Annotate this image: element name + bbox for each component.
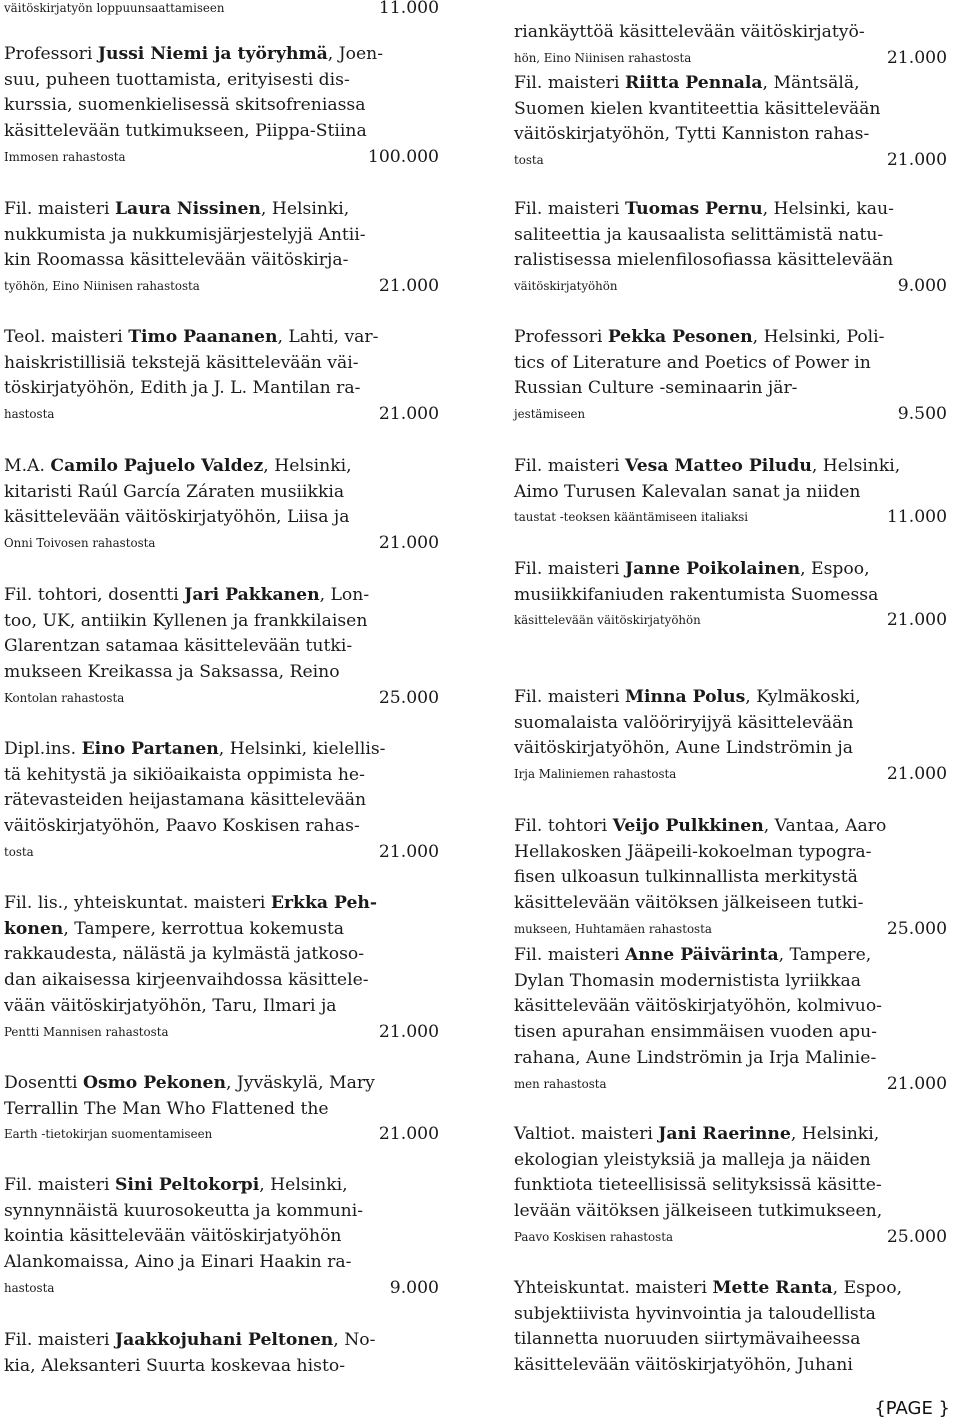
text-line: Dipl.ins. Eino Partanen, Helsinki, kielellis- <box>4 739 386 759</box>
page-number-placeholder: {PAGE } <box>874 1398 950 1419</box>
grantee-name: Sini Peltokorpi <box>114 1175 260 1195</box>
text-line: dan aikaisessa kirjeenvaihdossa käsittele- <box>4 970 369 991</box>
grant-entry <box>514 20 947 71</box>
grant-description <box>514 20 947 71</box>
grant-description <box>4 325 439 428</box>
grantee-name: Jani Raerinne <box>658 1124 791 1144</box>
grantee-name: Tuomas Pernu <box>624 199 763 219</box>
grantee-name: Riitta Pennala <box>624 73 763 93</box>
grant-amount: 9.000 <box>897 276 947 297</box>
grant-description <box>514 71 947 174</box>
text-line: Aimo Turusen Kalevalan sanat ja niiden <box>514 481 861 502</box>
text-line: Suomen kielen kvantiteettia käsittelevään <box>514 98 881 119</box>
grant-description <box>514 814 947 943</box>
text-line: käsittelevään tutkimukseen, Piippa-Stiina <box>4 121 367 142</box>
text-line: Pentti Mannisen rahastosta <box>4 1024 169 1039</box>
text-line: Kontolan rahastosta <box>4 690 125 705</box>
text-line: haiskristillisiä tekstejä käsittelevään väi- <box>4 352 359 373</box>
text-line: Fil. maisteri Minna Polus, Kylmäkoski, <box>514 687 861 707</box>
grant-description <box>514 1276 947 1379</box>
text-line: Fil. maisteri Tuomas Pernu, Helsinki, kau- <box>514 199 894 219</box>
text-line: mukseen, Huhtamäen rahastosta <box>514 921 712 936</box>
grantee-name: Osmo Pekonen <box>82 1073 226 1093</box>
grant-entry <box>4 1328 439 1379</box>
text-line: konen, Tampere, kerrottua kokemusta <box>4 918 345 939</box>
text-line: Professori Pekka Pesonen, Helsinki, Poli- <box>514 327 885 347</box>
grantee-name: konen <box>4 918 64 939</box>
text-line: käsittelevään väitöskirjatyöhön, Liisa ja <box>4 507 350 528</box>
text-line: Immosen rahastosta <box>4 149 126 164</box>
text-line: Russian Culture -seminaarin jär- <box>514 378 798 399</box>
grant-amount: 25.000 <box>378 687 439 708</box>
grant-description <box>4 1071 439 1148</box>
grant-entry <box>514 197 947 300</box>
grant-description <box>4 583 439 712</box>
text-line: kurssia, suomenkielisessä skitsofreniassa <box>4 95 366 116</box>
grant-entry <box>4 325 439 428</box>
text-line: riankäyttöä käsittelevään väitöskirjatyö- <box>514 22 865 42</box>
text-line: vään väitöskirjatyöhön, Taru, Ilmari ja <box>4 995 337 1016</box>
grant-description <box>4 1173 439 1302</box>
text-line: Yhteiskuntat. maisteri Mette Ranta, Espoo, <box>514 1278 903 1298</box>
grant-entry <box>514 1276 947 1379</box>
text-line: väitöskirjatyöhön, Tytti Kanniston rahas- <box>514 124 870 145</box>
text-line: kitaristi Raúl García Záraten musiikkia <box>4 481 345 502</box>
grantee-name: Eino Partanen <box>81 739 219 759</box>
text-line: too, UK, antiikin Kyllenen ja frankkilaisen <box>4 610 368 631</box>
text-line: Alankomaissa, Aino ja Einari Haakin ra- <box>4 1252 352 1273</box>
text-line: Paavo Koskisen rahastosta <box>514 1229 673 1244</box>
text-line: kin Roomassa käsittelevään väitöskirja- <box>4 250 349 271</box>
text-line: väitöskirjatyöhön <box>514 279 618 294</box>
grant-amount: 21.000 <box>886 150 947 171</box>
text-line: Fil. tohtori Veijo Pulkkinen, Vantaa, Aaro <box>514 816 887 836</box>
grantee-name: Jaakkojuhani Peltonen <box>114 1330 334 1350</box>
grant-description <box>4 891 439 1045</box>
grant-description <box>514 685 947 788</box>
grant-entry <box>514 943 947 1097</box>
text-line: Fil. maisteri Vesa Matteo Piludu, Helsinki, <box>514 456 901 476</box>
grantee-name: Mette Ranta <box>712 1278 833 1298</box>
grant-amount: 100.000 <box>367 146 439 167</box>
text-line: väitöskirjatyön loppuunsaattamiseen <box>4 1 225 15</box>
grant-amount: 21.000 <box>378 276 439 297</box>
text-line: Terrallin The Man Who Flattened the <box>4 1098 329 1119</box>
grantee-name: Pekka Pesonen <box>607 327 753 347</box>
text-line: subjektiivista hyvinvointia ja taloudellista <box>514 1303 876 1324</box>
grant-amount: 11.000 <box>378 0 439 18</box>
grant-entry <box>514 71 947 174</box>
text-line: käsittelevään väitöskirjatyöhön, Juhani <box>514 1355 853 1376</box>
text-line: ekologian yleistyksiä ja malleja ja näiden <box>514 1149 871 1170</box>
grant-amount: 21.000 <box>886 610 947 631</box>
grant-entry <box>4 737 439 866</box>
text-line: Teol. maisteri Timo Paananen, Lahti, var- <box>4 327 379 347</box>
grant-description <box>514 454 947 531</box>
text-line: saliteettia ja kausaalista selittämistä natu- <box>514 224 884 245</box>
text-line: Fil. maisteri Laura Nissinen, Helsinki, <box>4 199 350 219</box>
text-line: Dylan Thomasin modernistista lyriikkaa <box>514 970 862 991</box>
grantee-name: Timo Paananen <box>128 327 278 347</box>
grant-amount: 21.000 <box>378 841 439 862</box>
text-line: kointia käsittelevään väitöskirjatyöhön <box>4 1226 342 1247</box>
text-line: kia, Aleksanteri Suurta koskevaa histo- <box>4 1355 346 1376</box>
grant-amount: 21.000 <box>378 1021 439 1042</box>
grant-amount: 9.000 <box>389 1277 439 1298</box>
text-line: käsittelevään väitöksen jälkeiseen tutki- <box>514 893 864 914</box>
text-line: väitöskirjatyöhön, Paavo Koskisen rahas- <box>4 816 360 837</box>
grant-amount: 21.000 <box>886 47 947 68</box>
text-line: Fil. lis., yhteiskuntat. maisteri Erkka Peh- <box>4 893 378 913</box>
grant-amount: 25.000 <box>886 918 947 939</box>
grantee-name: Erkka Peh- <box>270 893 378 913</box>
text-line: Irja Maliniemen rahastosta <box>514 767 677 782</box>
grant-amount: 21.000 <box>886 1073 947 1094</box>
grant-amount: 21.000 <box>378 1124 439 1145</box>
text-line: synnynnäistä kuurosokeutta ja kommuni- <box>4 1200 364 1221</box>
grantee-name: Jari Pakkanen <box>184 585 320 605</box>
grant-description <box>514 325 947 428</box>
text-line: jestämiseen <box>514 407 586 422</box>
grant-description <box>4 0 439 22</box>
text-line: tilannetta nuoruuden siirtymävaiheessa <box>514 1329 861 1350</box>
grantee-name: Anne Päivärinta <box>624 945 779 965</box>
text-line: Fil. maisteri Sini Peltokorpi, Helsinki, <box>4 1175 348 1195</box>
grant-entry <box>514 814 947 943</box>
grant-entry <box>4 0 439 22</box>
text-line: hastosta <box>4 407 55 422</box>
text-line: mukseen Kreikassa ja Saksassa, Reino <box>4 662 340 683</box>
text-line: suu, puheen tuottamista, erityisesti dis- <box>4 69 350 90</box>
grantee-name: Vesa Matteo Piludu <box>624 456 812 476</box>
grantee-name: Veijo Pulkkinen <box>612 816 764 836</box>
grant-description <box>4 197 439 300</box>
text-line: rakkaudesta, nälästä ja kylmästä jatkoso- <box>4 944 365 965</box>
grant-entry <box>4 891 439 1045</box>
text-line: tosta <box>4 844 34 859</box>
text-line: rahana, Aune Lindströmin ja Irja Malinie- <box>514 1047 877 1068</box>
grant-description <box>514 557 947 634</box>
grant-entry <box>4 1173 439 1302</box>
grant-description <box>4 737 439 866</box>
grant-entry <box>4 42 439 171</box>
text-line: M.A. Camilo Pajuelo Valdez, Helsinki, <box>4 456 352 476</box>
text-line: nukkumista ja nukkumisjärjestelyjä Antii- <box>4 224 366 245</box>
text-line: väitöskirjatyöhön, Aune Lindströmin ja <box>514 738 853 759</box>
grantee-name: Minna Polus <box>624 687 746 707</box>
grant-entry <box>4 454 439 557</box>
text-line: Dosentti Osmo Pekonen, Jyväskylä, Mary <box>4 1073 375 1093</box>
text-line: tisen apurahan ensimmäisen vuoden apu- <box>514 1022 877 1043</box>
text-line: Fil. tohtori, dosentti Jari Pakkanen, Lon- <box>4 585 370 605</box>
grantee-name: Laura Nissinen <box>114 199 261 219</box>
text-line: Fil. maisteri Anne Päivärinta, Tampere, <box>514 945 872 965</box>
text-line: musiikkifaniuden rakentumista Suomessa <box>514 584 879 605</box>
grantee-name: Jussi Niemi ja työryhmä <box>97 44 328 64</box>
grant-entry <box>4 583 439 712</box>
text-line: hön, Eino Niinisen rahastosta <box>514 50 692 65</box>
text-line: käsittelevään väitöskirjatyöhön, kolmivuo- <box>514 996 882 1017</box>
grant-entry <box>4 1071 439 1148</box>
text-line: käsittelevään väitöskirjatyöhön <box>514 613 701 628</box>
grant-amount: 9.500 <box>897 404 947 425</box>
grant-entry <box>514 1122 947 1251</box>
text-line: men rahastosta <box>514 1076 607 1091</box>
grant-description <box>514 943 947 1097</box>
text-line: Glarentzan satamaa käsittelevään tutki- <box>4 636 353 657</box>
text-line: töskirjatyöhön, Edith ja J. L. Mantilan ra- <box>4 378 361 399</box>
text-line: levään väitöksen jälkeiseen tutkimukseen, <box>514 1201 883 1222</box>
grant-amount: 21.000 <box>378 404 439 425</box>
text-line: työhön, Eino Niinisen rahastosta <box>4 279 200 294</box>
text-line: Fil. maisteri Janne Poikolainen, Espoo, <box>514 559 870 579</box>
grantee-name: Camilo Pajuelo Valdez <box>50 456 264 476</box>
text-line: tics of Literature and Poetics of Power in <box>514 352 871 373</box>
text-line: Fil. maisteri Riitta Pennala, Mäntsälä, <box>514 73 860 93</box>
text-line: Hellakosken Jääpeili-kokoelman typogra- <box>514 841 872 862</box>
grantee-name: Janne Poikolainen <box>624 559 801 579</box>
grant-entry <box>514 454 947 531</box>
text-line: Onni Toivosen rahastosta <box>4 536 156 551</box>
text-line: rätevasteiden heijastamana käsittelevään <box>4 790 367 811</box>
grant-amount: 11.000 <box>886 507 947 528</box>
text-line: fisen ulkoasun tulkinnallista merkitystä <box>514 867 858 888</box>
text-line: Earth -tietokirjan suomentamiseen <box>4 1127 213 1142</box>
grant-entry <box>4 197 439 300</box>
grant-entry <box>514 325 947 428</box>
grant-entry <box>514 557 947 634</box>
grant-description <box>4 454 439 557</box>
text-line: funktiota tieteellisissä selityksissä käsitte- <box>514 1175 882 1196</box>
grant-amount: 21.000 <box>378 533 439 554</box>
text-line: tä kehitystä ja sikiöaikaista oppimista he- <box>4 764 365 785</box>
grant-entry <box>514 685 947 788</box>
grant-description <box>514 197 947 300</box>
grant-amount: 21.000 <box>886 764 947 785</box>
text-line: Valtiot. maisteri Jani Raerinne, Helsinki, <box>514 1124 880 1144</box>
text-line: Fil. maisteri Jaakkojuhani Peltonen, No- <box>4 1330 376 1350</box>
text-line: suomalaista valööriryijyä käsittelevään <box>514 712 854 733</box>
text-line: ralistisessa mielenfilosofiassa käsittelevään <box>514 250 894 271</box>
text-line: taustat -teoksen kääntämiseen italiaksi <box>514 510 749 525</box>
grant-description <box>514 1122 947 1251</box>
text-line: tosta <box>514 153 544 168</box>
grant-amount: 25.000 <box>886 1226 947 1247</box>
grant-description <box>4 1328 439 1379</box>
text-line: Professori Jussi Niemi ja työryhmä, Joen- <box>4 44 384 64</box>
text-line: hastosta <box>4 1280 55 1295</box>
